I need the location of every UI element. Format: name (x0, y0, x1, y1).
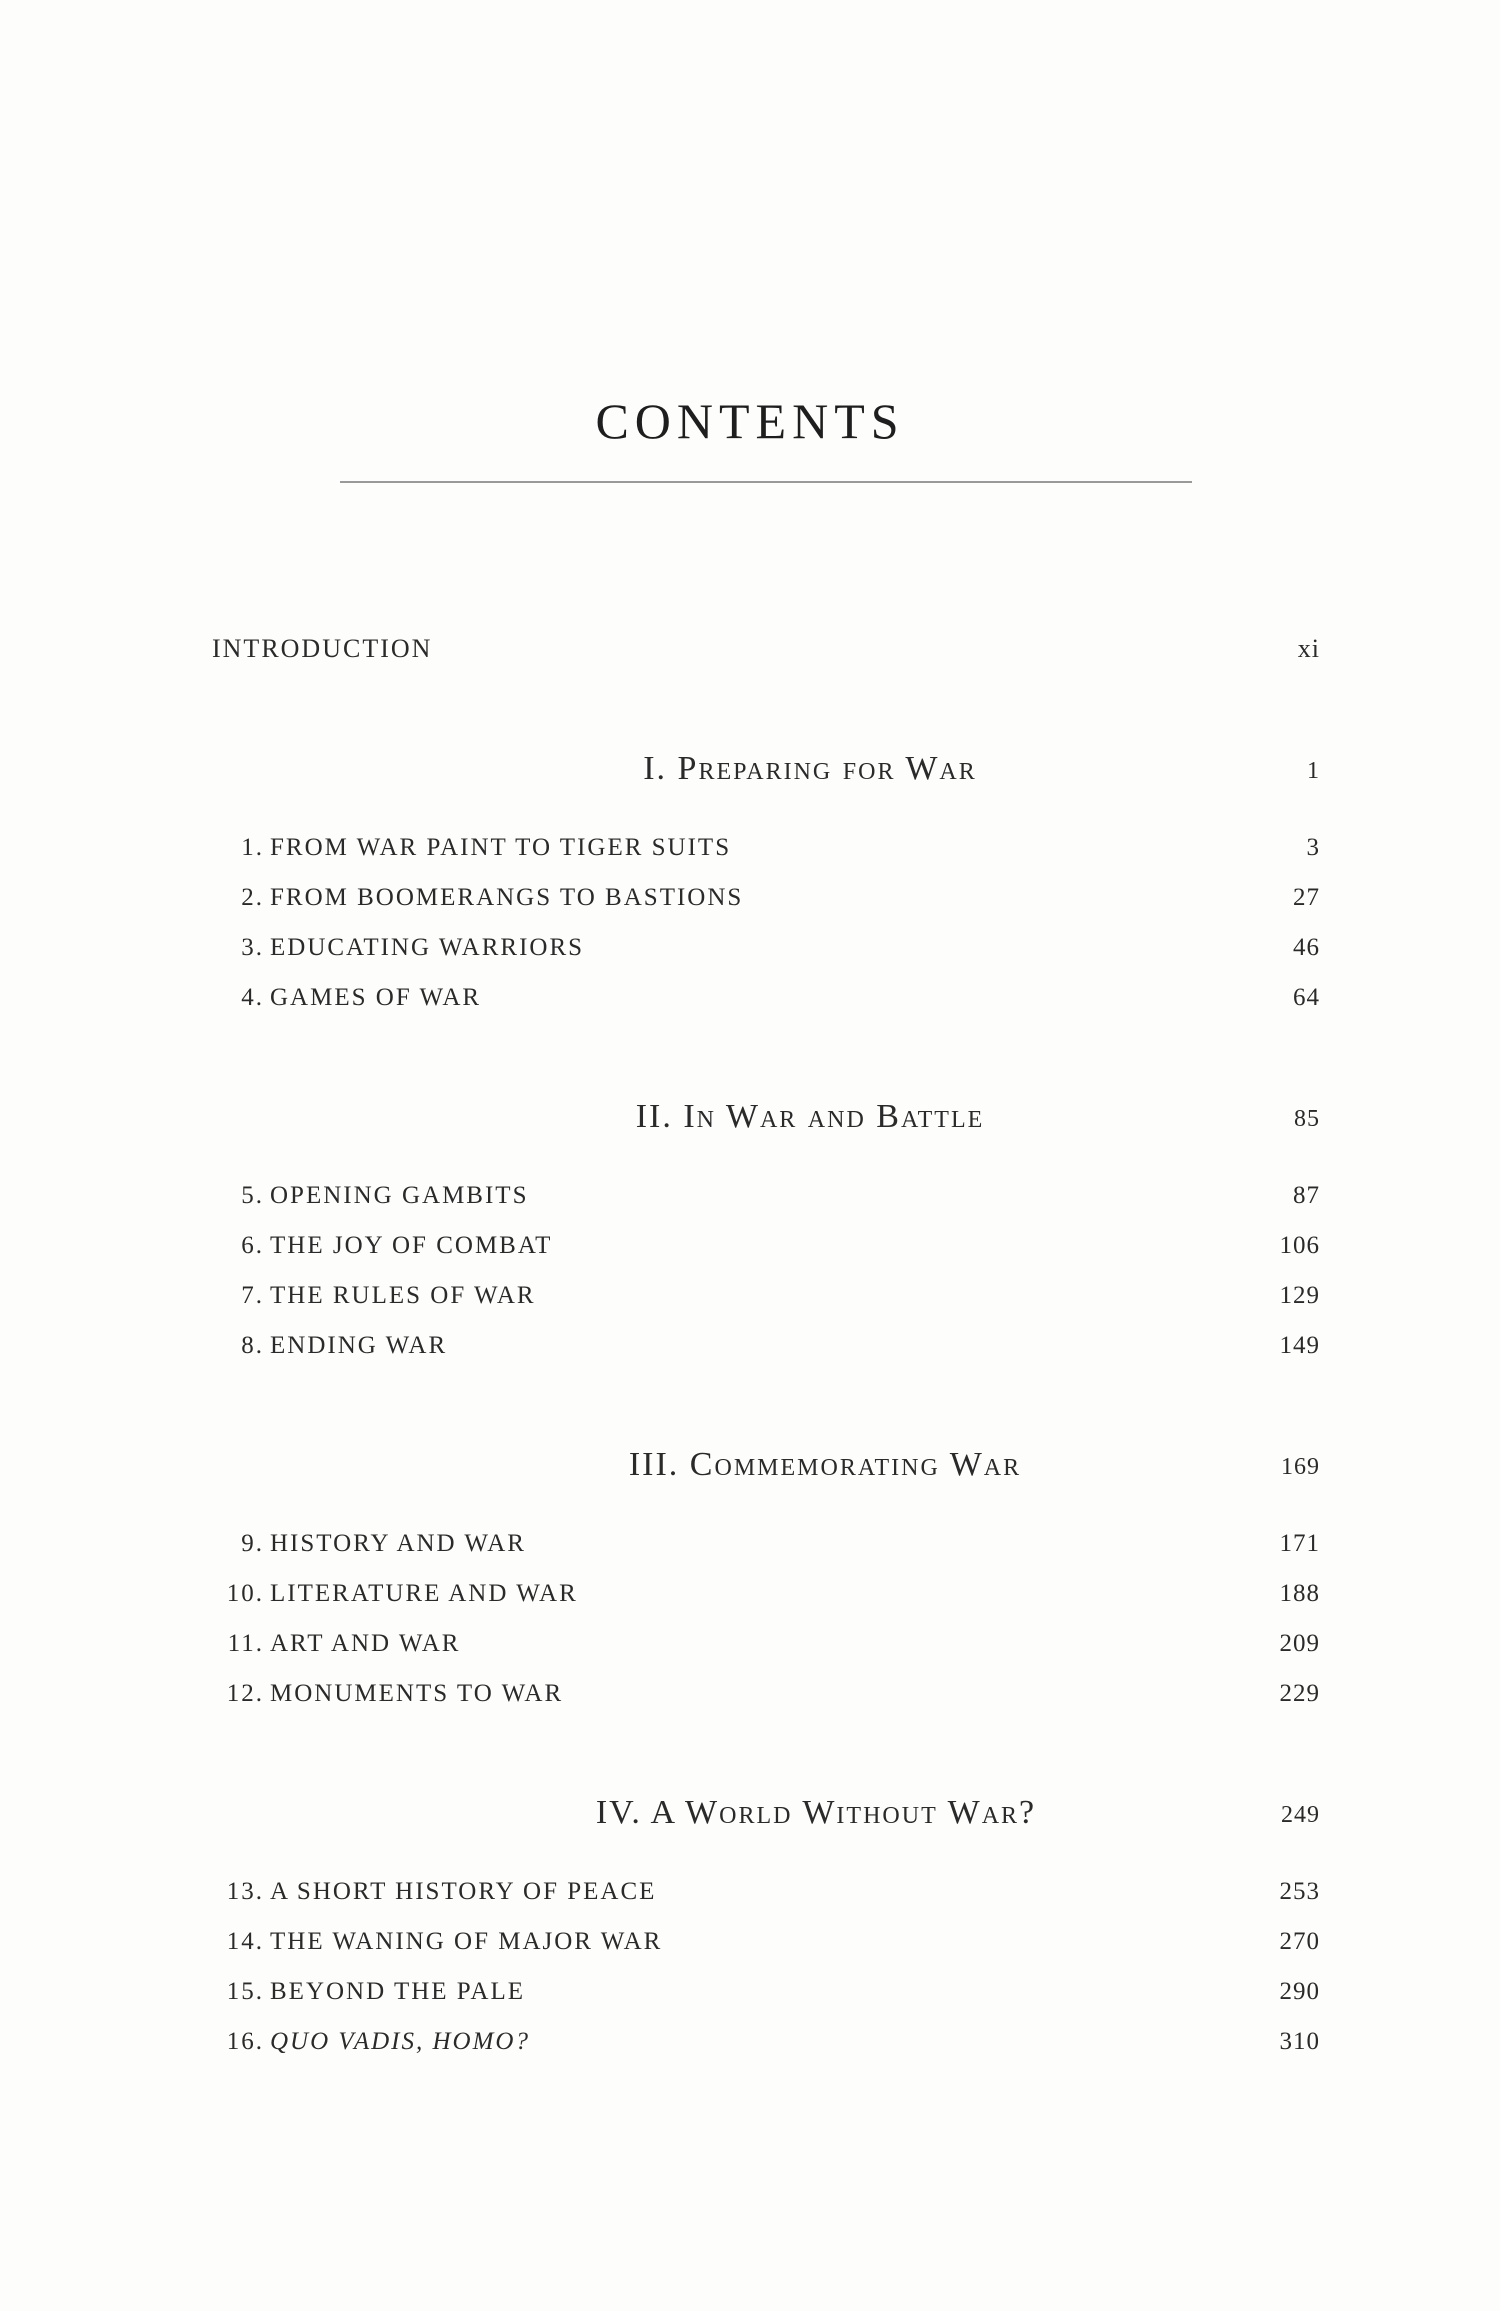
chapter-entry[interactable] (212, 1978, 1320, 2028)
chapter-number: 15. (226, 1978, 264, 2005)
chapter-entry[interactable] (212, 1282, 1320, 1332)
chapter-entry[interactable] (212, 2028, 1320, 2078)
chapter-title: QUO VADIS, HOMO? (270, 2028, 530, 2055)
chapter-number: 8. (241, 1332, 264, 1359)
part-heading-2[interactable] (212, 1098, 1320, 1148)
chapter-entry[interactable] (212, 1928, 1320, 1978)
chapter-title: ENDING WAR (270, 1332, 448, 1359)
part-page: 85 (1294, 1106, 1320, 1132)
introduction-label: INTRODUCTION (212, 634, 433, 663)
part-title: I. Preparing for War (643, 750, 977, 787)
chapter-entry[interactable] (212, 1182, 1320, 1232)
chapter-page: 3 (1306, 834, 1320, 861)
chapter-entry[interactable] (212, 984, 1320, 1034)
chapter-title: BEYOND THE PALE (270, 1978, 526, 2005)
chapter-number: 6. (241, 1232, 264, 1259)
part-page: 169 (1281, 1454, 1320, 1480)
chapter-number: 16. (226, 2028, 264, 2055)
chapter-entry[interactable] (212, 1878, 1320, 1928)
chapter-number: 2. (241, 884, 264, 911)
chapter-entry[interactable] (212, 934, 1320, 984)
chapter-number: 5. (241, 1182, 264, 1209)
chapter-title: GAMES OF WAR (270, 984, 482, 1011)
chapter-page: 129 (1279, 1282, 1320, 1309)
chapter-entry[interactable] (212, 1530, 1320, 1580)
chapter-title: EDUCATING WARRIORS (270, 934, 585, 961)
chapter-title: FROM BOOMERANGS TO BASTIONS (270, 884, 744, 911)
chapter-page: 229 (1279, 1680, 1320, 1707)
chapter-number: 13. (226, 1878, 264, 1905)
chapter-page: 209 (1279, 1630, 1320, 1657)
chapter-title: MONUMENTS TO WAR (270, 1680, 564, 1707)
chapter-entry[interactable] (212, 1232, 1320, 1282)
part-heading-1[interactable] (212, 750, 1320, 800)
chapter-number: 12. (226, 1680, 264, 1707)
chapter-page: 290 (1279, 1978, 1320, 2005)
chapter-title: THE RULES OF WAR (270, 1282, 536, 1309)
chapter-page: 171 (1279, 1530, 1320, 1557)
chapter-title: FROM WAR PAINT TO TIGER SUITS (270, 834, 732, 861)
chapter-title: THE JOY OF COMBAT (270, 1232, 553, 1259)
part-page: 249 (1281, 1802, 1320, 1828)
chapter-page: 27 (1293, 884, 1320, 911)
chapter-entry[interactable] (212, 834, 1320, 884)
chapter-list-part-4 (212, 1878, 1320, 2078)
chapter-page: 270 (1279, 1928, 1320, 1955)
chapter-page: 188 (1279, 1580, 1320, 1607)
chapter-entry[interactable] (212, 884, 1320, 934)
chapter-title: OPENING GAMBITS (270, 1182, 529, 1209)
toc-entry-introduction[interactable] (212, 634, 1320, 674)
chapter-number: 10. (226, 1580, 264, 1607)
chapter-page: 64 (1293, 984, 1320, 1011)
chapter-number: 14. (226, 1928, 264, 1955)
part-heading-3[interactable] (212, 1446, 1320, 1496)
part-page: 1 (1307, 758, 1320, 784)
chapter-title: THE WANING OF MAJOR WAR (270, 1928, 663, 1955)
chapter-entry[interactable] (212, 1580, 1320, 1630)
chapter-number: 4. (241, 984, 264, 1011)
chapter-number: 3. (241, 934, 264, 961)
chapter-entry[interactable] (212, 1630, 1320, 1680)
chapter-page: 46 (1293, 934, 1320, 961)
chapter-list-part-2 (212, 1182, 1320, 1382)
chapter-list-part-1 (212, 834, 1320, 1034)
page-title: CONTENTS (595, 393, 905, 449)
chapter-page: 149 (1279, 1332, 1320, 1359)
chapter-page: 253 (1279, 1878, 1320, 1905)
chapter-title: HISTORY AND WAR (270, 1530, 526, 1557)
part-title: II. In War and Battle (635, 1098, 985, 1135)
chapter-title: ART AND WAR (270, 1630, 461, 1657)
chapter-title: LITERATURE AND WAR (270, 1580, 578, 1607)
chapter-entry[interactable] (212, 1332, 1320, 1382)
chapter-list-part-3 (212, 1530, 1320, 1730)
chapter-number: 11. (227, 1630, 264, 1657)
part-title: III. Commemorating War (628, 1446, 1022, 1483)
chapter-number: 7. (241, 1282, 264, 1309)
chapter-entry[interactable] (212, 1680, 1320, 1730)
part-title: IV. A World Without War? (595, 1794, 1037, 1831)
chapter-page: 310 (1279, 2028, 1320, 2055)
chapter-number: 1. (241, 834, 264, 861)
chapter-title: A SHORT HISTORY OF PEACE (270, 1878, 657, 1905)
chapter-number: 9. (241, 1530, 264, 1557)
chapter-page: 106 (1279, 1232, 1320, 1259)
title-divider (340, 481, 1192, 483)
chapter-page: 87 (1293, 1182, 1320, 1209)
part-heading-4[interactable] (212, 1794, 1320, 1844)
introduction-page: xi (1297, 634, 1320, 663)
